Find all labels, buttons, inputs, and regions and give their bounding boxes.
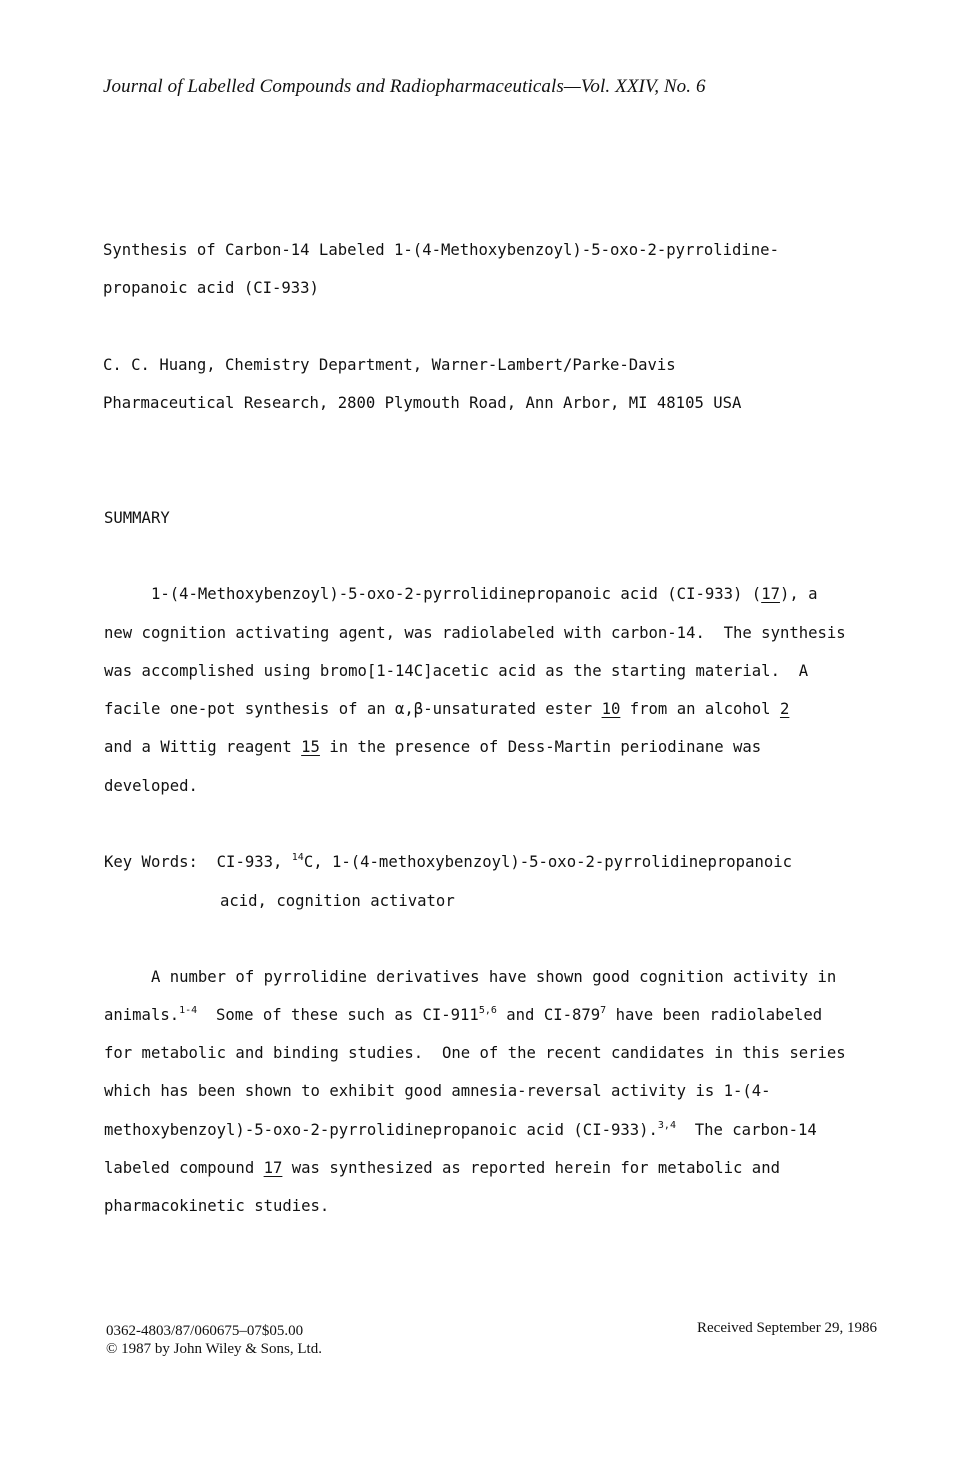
- keywords-line-2: acid, cognition activator: [220, 892, 455, 910]
- author-line-2: Pharmaceutical Research, 2800 Plymouth Road, Ann Arbor, MI 48105 USA: [103, 394, 742, 412]
- citation-7: 7: [600, 1005, 607, 1016]
- summary-line-1: 1-(4-Methoxybenzoyl)-5-oxo-2-pyrrolidinepropanoic acid (CI-933) (17), a: [104, 585, 818, 603]
- compound-ref-10: 10: [601, 700, 621, 718]
- footer-publication-info: [106, 1322, 322, 1358]
- compound-ref-2: 2: [779, 700, 790, 718]
- copyright-notice: © 1987 by John Wiley & Sons, Ltd.: [106, 1341, 322, 1357]
- intro-line-3: for metabolic and binding studies. One of the recent candidates in this series: [104, 1044, 846, 1062]
- summary-line-3: was accomplished using bromo[1-14C]acetic acid as the starting material. A: [104, 662, 809, 680]
- intro-line-4: which has been shown to exhibit good amnesia-reversal activity is 1-(4-: [104, 1082, 771, 1100]
- citation-5-6: 5,6: [478, 1005, 497, 1016]
- compound-ref-15: 15: [301, 738, 320, 756]
- article-title-line-1: Synthesis of Carbon-14 Labeled 1-(4-Methoxybenzoyl)-5-oxo-2-pyrrolidine-: [103, 241, 779, 259]
- journal-header: Journal of Labelled Compounds and Radiopharmaceuticals—Vol. XXIV, No. 6: [103, 76, 706, 97]
- intro-line-1: A number of pyrrolidine derivatives have shown good cognition activity in: [104, 968, 837, 986]
- compound-ref-17: 17: [761, 585, 780, 603]
- citation-3-4: 3,4: [657, 1120, 676, 1131]
- citation-1-4: 1-4: [179, 1005, 198, 1016]
- summary-line-4: facile one-pot synthesis of an α,β-unsaturated ester 10 from an alcohol 2: [104, 700, 790, 718]
- summary-heading: SUMMARY: [104, 509, 170, 527]
- intro-line-7: pharmacokinetic studies.: [104, 1197, 330, 1215]
- issn-code: 0362-4803/87/060675–07$05.00: [106, 1323, 304, 1339]
- author-line-1: C. C. Huang, Chemistry Department, Warner-Lambert/Parke-Davis: [103, 356, 676, 374]
- intro-line-2: animals.$^{1-4}$ Some of these such as CI-911$^{5,6}$ and $CI-879^7$ have been radiolabeled: [104, 1005, 823, 1024]
- summary-line-6: developed.: [104, 777, 198, 795]
- intro-line-6: labeled compound 17 was synthesized as reported herein for metabolic and: [104, 1159, 780, 1177]
- summary-line-2: new cognition activating agent, was radiolabeled with carbon-14. The synthesis: [104, 624, 846, 642]
- keywords-line-1: Key Words: CI-933, $^{14}$C, 1-(4-methoxybenzoyl)-5-oxo-2-pyrrolidinepropanoic: [104, 852, 793, 871]
- keywords-label: Key Words:: [104, 853, 217, 871]
- article-title-line-2: propanoic acid (CI-933): [103, 279, 319, 297]
- summary-line-5: and a Wittig reagent 15 in the presence of Dess-Martin periodinane was: [104, 738, 762, 756]
- compound-ref-17: 17: [263, 1159, 283, 1177]
- received-date: Received September 29, 1986: [697, 1320, 877, 1336]
- intro-line-5: methoxybenzoyl)-5-oxo-2-pyrrolidinepropanoic acid (CI-933).$^{3,4}$ The carbon-14: [104, 1120, 817, 1139]
